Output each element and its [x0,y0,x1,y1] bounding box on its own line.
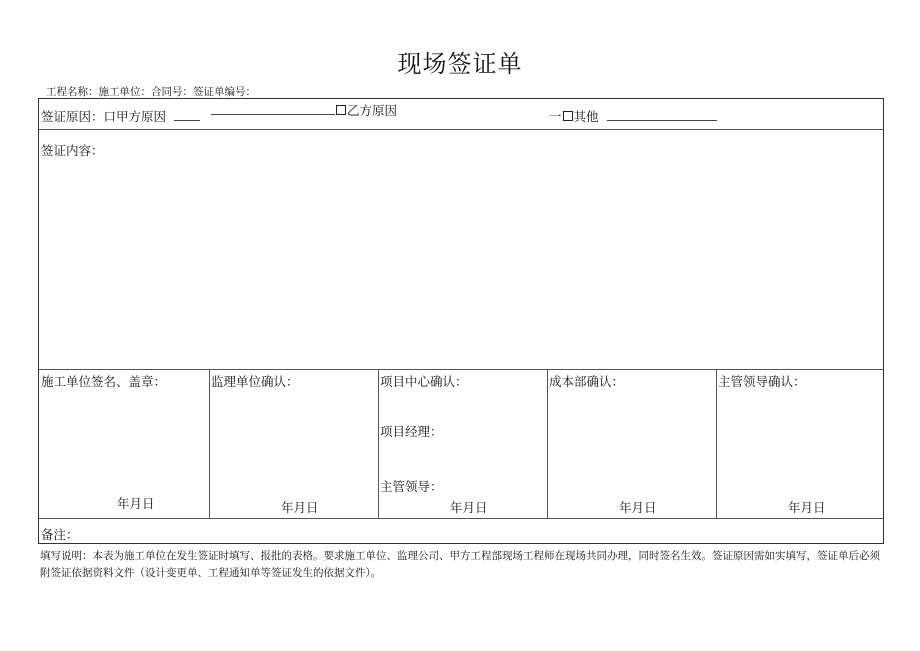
other-reason-group [549,107,717,125]
row-divider-reason [39,129,883,130]
other-dash: 一 [549,109,562,124]
party-a-checkbox-mark[interactable]: 口 [103,109,117,124]
chief-leader-confirm-label: 主管领导确认： [718,374,806,389]
row-divider-content [39,369,883,370]
other-reason-label: 其他 [573,109,599,124]
reason-label: 签证原因： [41,109,104,124]
supervisor-confirm-date: 年月日 [281,500,319,515]
fill-instructions: 填写说明：本表为施工单位在发生签证时填写、报批的表格。要求施工单位、监理公司、甲方工程部现场工程师在现场共同办理，同时签名生效。签证原因需如实填写，签证单后必须附签证依据资料文件（设计变更单、工程通知单等签证发生的依据文件）。 [40,550,880,579]
visa-form-table [38,98,884,544]
row-divider-signatures [39,518,883,519]
other-blank[interactable] [607,111,717,121]
chief-leader-date: 年月日 [788,500,826,515]
supervisor-confirm-label: 监理单位确认： [211,374,299,389]
visa-reason-row [41,107,200,125]
cost-dept-date: 年月日 [619,500,657,515]
project-center-confirm-label: 项目中心确认： [380,374,468,389]
page-title: 现场签证单 [397,50,523,78]
project-manager-label: 项目经理： [380,424,443,439]
project-center-date: 年月日 [450,500,488,515]
party-a-blank[interactable] [174,111,200,121]
center-supervisor-label: 主管领导： [380,479,443,494]
col-divider-3 [547,369,548,518]
party-b-blank[interactable] [211,105,335,115]
project-info-line: 工程名称：施工单位：合同号：签证单编号： [46,86,256,98]
contractor-sign-label: 施工单位签名、盖章： [41,374,167,389]
col-divider-1 [209,369,210,518]
contractor-sign-date: 年月日 [117,496,155,511]
remark-label: 备注： [41,527,79,542]
cost-dept-confirm-label: 成本部确认： [549,374,625,389]
party-b-group [211,101,397,119]
party-b-checkbox[interactable] [336,105,346,115]
other-checkbox[interactable] [563,111,573,121]
col-divider-4 [716,369,717,518]
party-b-reason-label: 乙方原因 [347,103,398,118]
party-a-reason-label: 甲方原因 [116,109,167,124]
col-divider-2 [378,369,379,518]
visa-content-label: 签证内容： [41,143,104,158]
